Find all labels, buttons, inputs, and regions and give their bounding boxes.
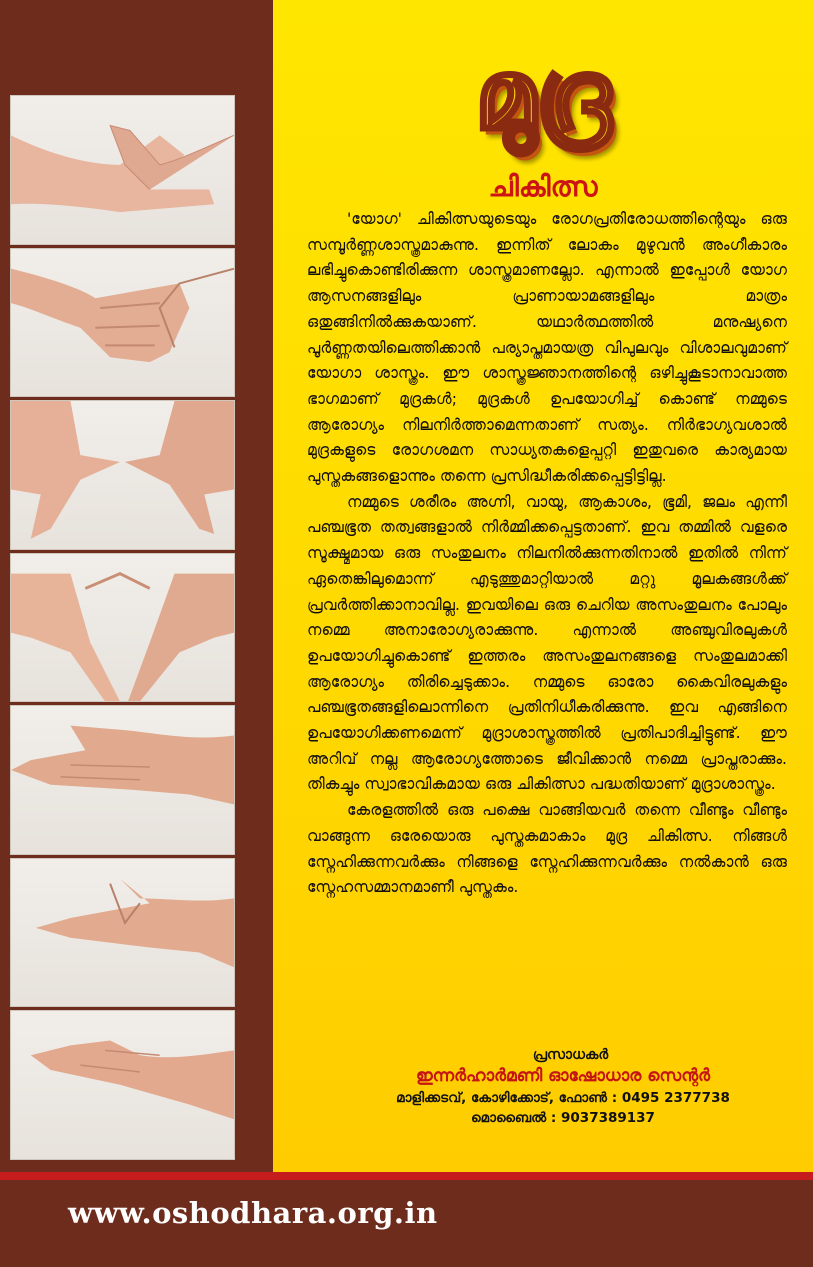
- blurb-paragraph-3: കേരളത്തിൽ ഒരു പക്ഷെ വാങ്ങിയവർ തന്നെ വീണ്ടും വീണ്ടും വാങ്ങുന്ന ഒരേയൊരു പുസ്തകമാകാം മുദ്ര ചികിത്സ. നിങ്ങൾ സ്നേഹിക്കുന്നവർക്കും നിങ്ങളെ സ്നേഹിക്കുന്നവർക്കും നൽകാൻ ഒരു സ്നേഹസമ്മാനമാണീ പുസ്തകം.: [307, 801, 787, 897]
- mudra-photo-1: [10, 95, 235, 245]
- website-url: www.oshodhara.org.in: [68, 1196, 438, 1230]
- mudra-photo-column: [10, 95, 235, 1160]
- publisher-mobile: മൊബൈൽ : 9037389137: [471, 1110, 655, 1126]
- mudra-photo-3: [10, 400, 235, 550]
- mudra-photo-5: [10, 705, 235, 855]
- mudra-photo-4: [10, 553, 235, 703]
- book-subtitle: ചികിത്സ: [488, 170, 598, 203]
- blurb: [307, 207, 787, 901]
- publisher-name: ഇന്നർഹാർമണി ഓഷോധാര സെന്റർ: [415, 1066, 711, 1086]
- mudra-photo-2: [10, 248, 235, 398]
- red-divider: [0, 1172, 813, 1180]
- publisher-address: മാളിക്കടവ്, കോഴിക്കോട്, ഫോൺ : 0495 2377738: [396, 1090, 730, 1106]
- blurb-paragraph-2: നമ്മുടെ ശരീരം അഗ്നി, വായു, ആകാശം, ഭൂമി, ജലം എന്നീ പഞ്ചഭൂത തത്വങ്ങളാൽ നിർമ്മിക്കപ്പെട്ടതാണ്. ഇവ തമ്മിൽ വളരെ സൂക്ഷ്മമായ ഒരു സംതുലനം നിലനിൽക്കുന്നതിനാൽ ഇതിൽ നിന്ന് ഏതെങ്കിലുമൊന്ന് എടുത്തുമാറ്റിയാൽ മറ്റു മൂലകങ്ങൾക്ക് പ്രവർത്തിക്കാനാവില്ല. ഇവയിലെ ഒരു ചെറിയ അസംതുലനം പോലും നമ്മെ അനാരോഗ്യരാക്കുന്നു. എന്നാൽ അഞ്ചുവിരലുകൾ ഉപയോഗിച്ചുകൊണ്ട് ഇത്തരം അസംതുലനങ്ങളെ സംതുലമാക്കി ആരോഗ്യം തിരിച്ചെടുക്കാം. നമ്മുടെ ഓരോ കൈവിരലുകളും പഞ്ചഭൂതങ്ങളിലൊന്നിനെ പ്രതിനിധീകരിക്കുന്നു. ഇവ എങ്ങിനെ ഉപയോഗിക്കണമെന്ന് മുദ്രാശാസ്ത്രത്തിൽ പ്രതിപാദിച്ചിട്ടുണ്ട്. ഈ അറിവ് നല്ല ആരോഗ്യത്തോടെ ജീവിക്കാൻ നമ്മെ പ്രാപ്തരാക്കും. തികച്ചും സ്വാഭാവികമായ ഒരു ചികിത്സാ പദ്ധതിയാണ് മുദ്രാശാസ്ത്രം.: [307, 492, 787, 794]
- left-strip: [0, 0, 273, 1180]
- blurb-paragraph-1: 'യോഗ' ചികിത്സയുടെയും രോഗപ്രതിരോധത്തിന്റെയും ഒരു സമ്പൂർണ്ണശാസ്ത്രമാകുന്നു. ഇന്നിത് ലോകം മുഴുവൻ അംഗീകാരം ലഭിച്ചുകൊണ്ടിരിക്കുന്ന ശാസ്ത്രമാണല്ലോ. എന്നാൽ ഇപ്പോൾ യോഗ ആസനങ്ങളിലും പ്രാണായാമങ്ങളിലും മാത്രം ഒതുങ്ങിനിൽക്കുകയാണ്. യഥാർത്ഥത്തിൽ മനുഷ്യനെ പൂർണ്ണതയിലെത്തിക്കാൻ പര്യാപ്തമായത്ര വിപുലവും വിശാലവുമാണ് യോഗാ ശാസ്ത്രം. ഈ ശാസ്ത്രജ്ഞാനത്തിന്റെ ഒഴിച്ചുകൂടാനാവാത്ത ഭാഗമാണ് മുദ്രകൾ; മുദ്രകൾ ഉപയോഗിച്ച് കൊണ്ട് നമ്മുടെ ആരോഗ്യം നിലനിർത്താമെന്നതാണ് സത്യം. നിർഭാഗ്യവശാൽ മുദ്രകളുടെ രോഗശമന സാധ്യതകളെപ്പറ്റി ഇതുവരെ കാര്യമായ പുസ്തകങ്ങളൊന്നും തന്നെ പ്രസിദ്ധീകരിക്കപ്പെട്ടിട്ടില്ല.: [307, 210, 787, 486]
- book-title: മുദ്ര: [475, 39, 611, 151]
- publisher-label: പ്രസാധകർ: [532, 1047, 609, 1063]
- mudra-photo-7: [10, 1010, 235, 1160]
- publisher-block: [273, 1047, 813, 1126]
- mudra-photo-6: [10, 858, 235, 1008]
